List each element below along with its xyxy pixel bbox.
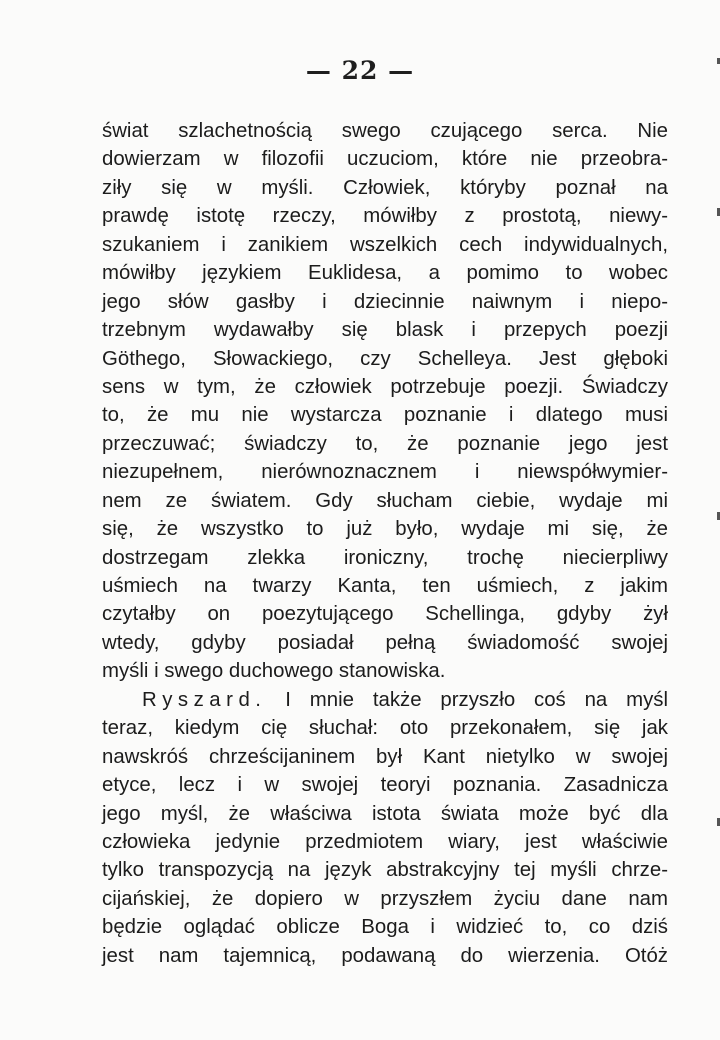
text-line: prawdę istotę rzeczy, mówiłby z prostotą, niewy- [102,205,668,228]
text-line: człowieka jedynie przedmiotem wiary, jest właściwie [102,830,668,853]
text-line: świat szlachetnością swego czującego serca. Nie [102,120,668,142]
text-line: uśmiech na twarzy Kanta, ten uśmiech, z jakim [102,575,668,597]
text-line: dowierzam w filozofii uczuciom, które nie przeobra- [102,148,668,171]
text-line: wtedy, gdyby posiadał pełną świadomość swojej [102,631,668,654]
text-line: niezupełnem, nierównoznacznem i niewspółwymier- [102,461,668,484]
page-text [102,117,668,970]
text-line: etyce, lecz i w swojej teoryi poznania. Zasadnicza [102,774,668,797]
speaker-line [102,686,668,714]
text-line: nawskróś chrześcijaninem był Kant nietylko w swojej [102,745,668,768]
text-line: przeczuwać; świadczy to, że poznanie jego jest [102,432,668,455]
text-line: nem ze światem. Gdy słucham ciebie, wydaje mi [102,489,668,512]
paragraph-end-line: myśli i swego duchowego stanowiska. [102,660,446,683]
text-line: dostrzegam zlekka ironiczny, trochę niecierpliwy [102,546,668,569]
page-number: — 22 — [305,56,415,85]
text-line: jego myśl, że właściwa istota świata może być dla [102,802,668,825]
text-line: cijańskiej, że dopiero w przyszłem życiu dane nam [102,887,668,910]
text-line: sens w tym, że człowiek potrzebuje poezji. Świadczy [102,375,668,398]
text-line: tylko transpozycją na język abstrakcyjny tej myśli chrze- [102,859,668,882]
text-line: to, że mu nie wystarcza poznanie i dlatego musi [102,404,668,427]
text-line: jest nam tajemnicą, podawaną do wierzenia. Otóż [102,944,668,967]
text-line: szukaniem i zanikiem wszelkich cech indywidualnych, [102,233,668,256]
text-line: czytałby on poezytującego Schellinga, gdyby żył [102,603,668,626]
speaker-name: Ryszard. [142,688,267,711]
text-line: ziły się w myśli. Człowiek, któryby poznał na [102,176,668,199]
text-line: Göthego, Słowackiego, czy Schelleya. Jest głęboki [102,347,668,370]
text-line: będzie oglądać oblicze Boga i widzieć to, co dziś [102,916,668,939]
text-line: jego słów gasłby i dziecinnie naiwnym i niepo- [102,290,668,313]
text-line: trzebnym wydawałby się blask i przepych poezji [102,319,668,342]
speaker-line-text: I mnie także przyszło coś na myśl [285,688,668,711]
text-line: teraz, kiedym cię słuchał: oto przekonałem, się jak [102,717,668,740]
text-line: się, że wszystko to już było, wydaje mi się, że [102,518,668,541]
text-line: mówiłby językiem Euklidesa, a pomimo to wobec [102,262,668,285]
